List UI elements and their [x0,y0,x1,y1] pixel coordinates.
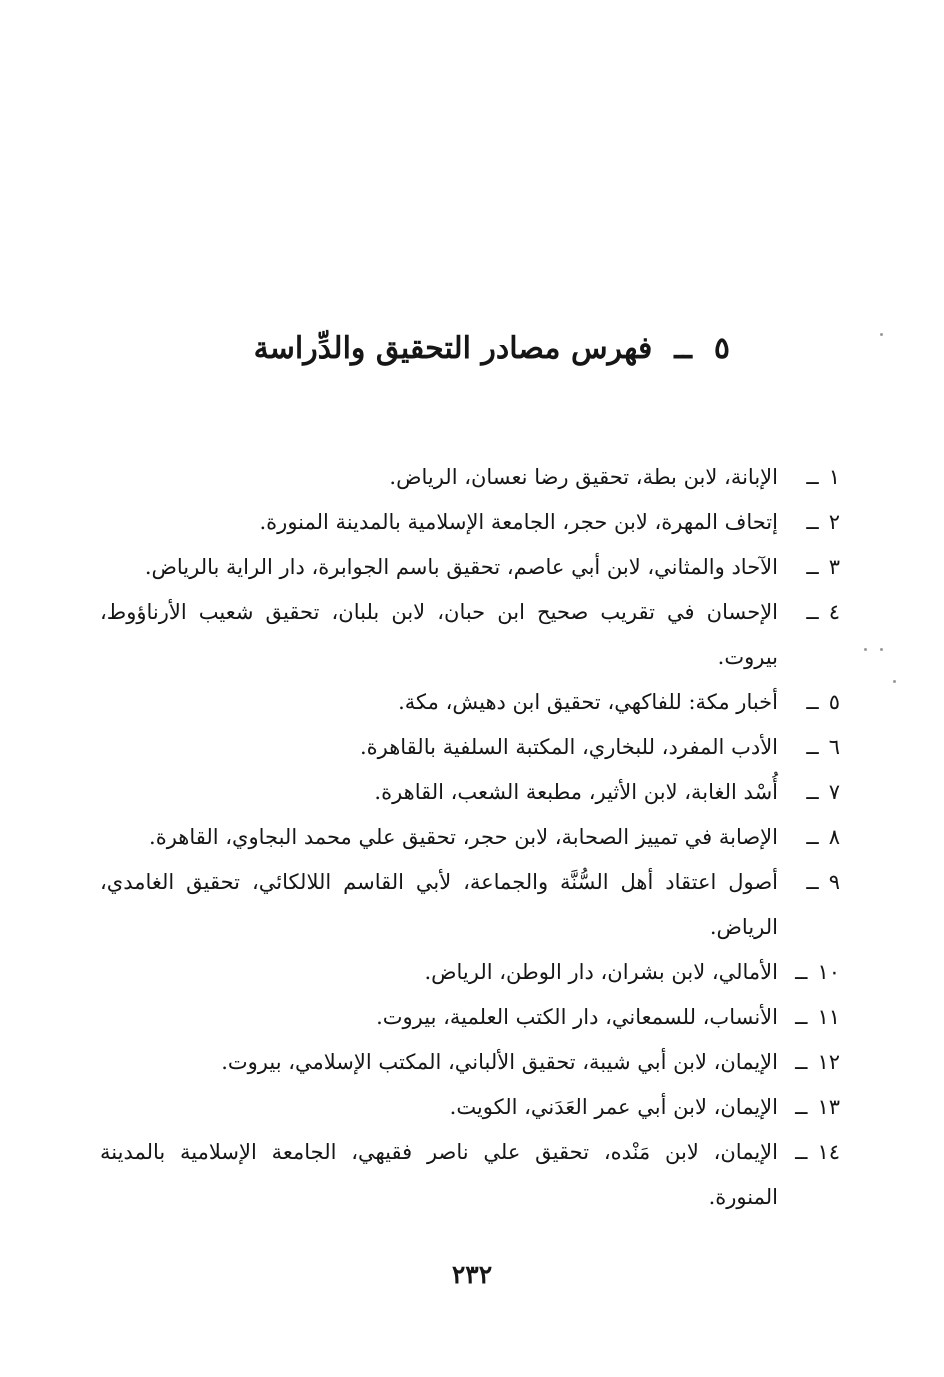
item-text: الأدب المفرد، للبخاري، المكتبة السلفية بالقاهرة. [359,735,778,759]
list-item [100,950,840,995]
item-enumerator [778,455,840,500]
list-item [100,725,840,770]
scan-speck [880,333,883,336]
item-number: ١٣ [817,1095,840,1119]
item-number: ٢ [828,510,840,534]
item-number: ٩ [828,870,840,894]
item-enumerator [778,500,840,545]
item-text: الأمالي، لابن بشران، دار الوطن، الرياض. [424,960,778,984]
item-number: ١٠ [817,960,840,984]
item-number: ١٢ [817,1050,840,1074]
item-enumerator [778,950,840,995]
item-dash: ــ [806,825,819,849]
item-enumerator [778,1130,840,1175]
item-enumerator [778,545,840,590]
item-number: ١١ [817,1005,840,1029]
item-dash: ــ [795,1095,808,1119]
list-item [100,815,840,860]
item-number: ٣ [828,555,840,579]
list-item [100,680,840,725]
page-number: ٢٣٢ [451,1260,493,1289]
item-text: إتحاف المهرة، لابن حجر، الجامعة الإسلامية بالمدينة المنورة. [259,510,778,534]
item-text: أُسْد الغابة، لابن الأثير، مطبعة الشعب، القاهرة. [374,780,778,804]
item-number: ٤ [828,600,840,624]
item-dash: ــ [806,555,819,579]
item-text: أخبار مكة: للفاكهي، تحقيق ابن دهيش، مكة. [398,690,778,714]
item-enumerator [778,680,840,725]
item-text: الإيمان، لابن مَنْده، تحقيق علي ناصر فقيهي، الجامعة الإسلامية بالمدينة المنورة. [100,1140,778,1209]
item-number: ٥ [828,690,840,714]
list-item [100,995,840,1040]
list-item [100,860,840,950]
list-item [100,770,840,815]
item-dash: ــ [806,465,819,489]
section-heading [200,318,730,378]
item-dash: ــ [795,1005,808,1029]
section-dash: ــ [674,330,692,366]
item-dash: ــ [806,780,819,804]
item-enumerator [778,860,840,905]
item-dash: ــ [795,1050,808,1074]
item-number: ٧ [828,780,840,804]
item-dash: ــ [806,735,819,759]
item-enumerator [778,725,840,770]
item-dash: ــ [795,960,808,984]
item-dash: ــ [806,690,819,714]
item-dash: ــ [806,510,819,534]
list-item [100,545,840,590]
list-item [100,500,840,545]
sources-list [100,455,840,1220]
scan-speck [864,648,867,651]
list-item [100,455,840,500]
item-number: ١٤ [817,1140,840,1164]
scan-speck [893,680,896,683]
item-text: الإصابة في تمييز الصحابة، لابن حجر، تحقيق علي محمد البجاوي، القاهرة. [149,825,778,849]
list-item [100,590,840,680]
item-text: أصول اعتقاد أهل السُّنَّة والجماعة، لأبي القاسم اللالكائي، تحقيق الغامدي، الرياض. [100,870,778,939]
section-title: فهرس مصادر التحقيق والدِّراسة [253,330,653,366]
item-enumerator [778,1040,840,1085]
item-number: ٨ [828,825,840,849]
item-dash: ــ [806,870,819,894]
item-number: ٦ [828,735,840,759]
item-text: الإيمان، لابن أبي عمر العَدَني، الكويت. [449,1095,778,1119]
item-dash: ــ [795,1140,808,1164]
item-enumerator [778,995,840,1040]
item-dash: ــ [806,600,819,624]
item-text: الإحسان في تقريب صحيح ابن حبان، لابن بلبان، تحقيق شعيب الأرناؤوط، بيروت. [100,600,778,669]
item-text: الآحاد والمثاني، لابن أبي عاصم، تحقيق باسم الجوابرة، دار الراية بالرياض. [144,555,778,579]
item-enumerator [778,815,840,860]
item-text: الإبانة، لابن بطة، تحقيق رضا نعسان، الرياض. [389,465,778,489]
list-item [100,1085,840,1130]
item-enumerator [778,590,840,635]
item-text: الأنساب، للسمعاني، دار الكتب العلمية، بيروت. [376,1005,778,1029]
item-text: الإيمان، لابن أبي شيبة، تحقيق الألباني، المكتب الإسلامي، بيروت. [221,1050,778,1074]
section-number: ٥ [713,330,730,366]
list-item [100,1130,840,1220]
item-number: ١ [828,465,840,489]
item-enumerator [778,1085,840,1130]
item-enumerator [778,770,840,815]
list-item [100,1040,840,1085]
scan-speck [880,648,883,651]
